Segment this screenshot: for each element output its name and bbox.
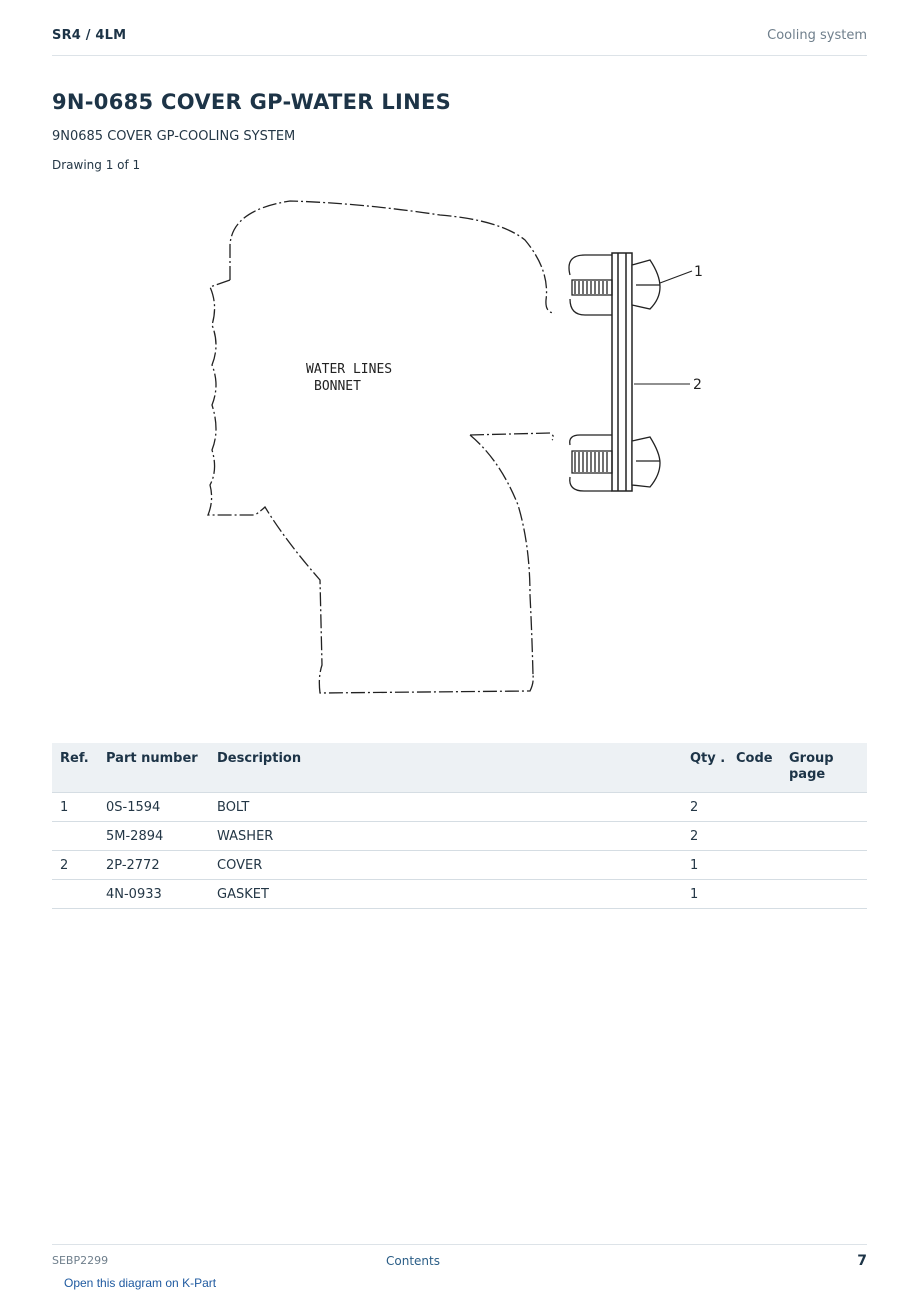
- header-description: Description: [217, 743, 690, 793]
- cell-description: COVER: [217, 851, 690, 880]
- table-row: [52, 822, 867, 851]
- bonnet-right-wall: [470, 433, 554, 675]
- cell-code: [736, 851, 789, 880]
- cover-plate: [612, 253, 632, 491]
- cell-qty: 1: [690, 880, 736, 909]
- parts-diagram: [200, 195, 720, 705]
- document-id: SEBP2299: [52, 1254, 109, 1267]
- cell-qty: 2: [690, 822, 736, 851]
- callout-2: 2: [693, 377, 702, 393]
- cell-group-page: [789, 793, 867, 822]
- cell-qty: 1: [690, 851, 736, 880]
- page-footer: [52, 1244, 867, 1270]
- page-number: 7: [857, 1253, 867, 1269]
- cell-ref: 1: [52, 793, 106, 822]
- cell-part-number: 2P-2772: [106, 851, 217, 880]
- table-row: [52, 851, 867, 880]
- cell-group-page: [789, 880, 867, 909]
- drawing-count: Drawing 1 of 1: [52, 158, 141, 172]
- parts-table: [52, 743, 867, 909]
- page-subtitle: 9N0685 COVER GP-COOLING SYSTEM: [52, 129, 296, 144]
- page-title: 9N-0685 COVER GP-WATER LINES: [52, 90, 452, 114]
- cell-group-page: [789, 822, 867, 851]
- callout-1: 1: [694, 264, 703, 280]
- table-row: [52, 880, 867, 909]
- table-header-row: [52, 743, 867, 793]
- cell-ref: 2: [52, 851, 106, 880]
- cell-part-number: 5M-2894: [106, 822, 217, 851]
- header-qty: Qty .: [690, 743, 736, 793]
- cell-code: [736, 822, 789, 851]
- breadcrumb: SR4 / 4LM: [52, 28, 127, 43]
- cell-description: GASKET: [217, 880, 690, 909]
- page-header: [52, 28, 867, 56]
- cell-code: [736, 880, 789, 909]
- cell-ref: [52, 880, 106, 909]
- cell-description: WASHER: [217, 822, 690, 851]
- cell-description: BOLT: [217, 793, 690, 822]
- kpart-diagram-link[interactable]: Open this diagram on K-Part: [64, 1276, 217, 1290]
- cell-code: [736, 793, 789, 822]
- cell-part-number: 0S-1594: [106, 793, 217, 822]
- diagram-label-line2: BONNET: [314, 379, 361, 394]
- cell-ref: [52, 822, 106, 851]
- cell-qty: 2: [690, 793, 736, 822]
- header-ref: Ref.: [52, 743, 106, 793]
- cell-part-number: 4N-0933: [106, 880, 217, 909]
- contents-link[interactable]: Contents: [386, 1254, 440, 1268]
- header-part-number: Part number: [106, 743, 217, 793]
- bonnet-outline: [230, 201, 555, 313]
- section-name: Cooling system: [767, 28, 867, 43]
- diagram-label-line1: WATER LINES: [306, 362, 393, 377]
- header-group-page: Group page: [789, 743, 867, 793]
- header-code: Code: [736, 743, 789, 793]
- bonnet-left-wall: [208, 280, 533, 693]
- cell-group-page: [789, 851, 867, 880]
- table-row: [52, 793, 867, 822]
